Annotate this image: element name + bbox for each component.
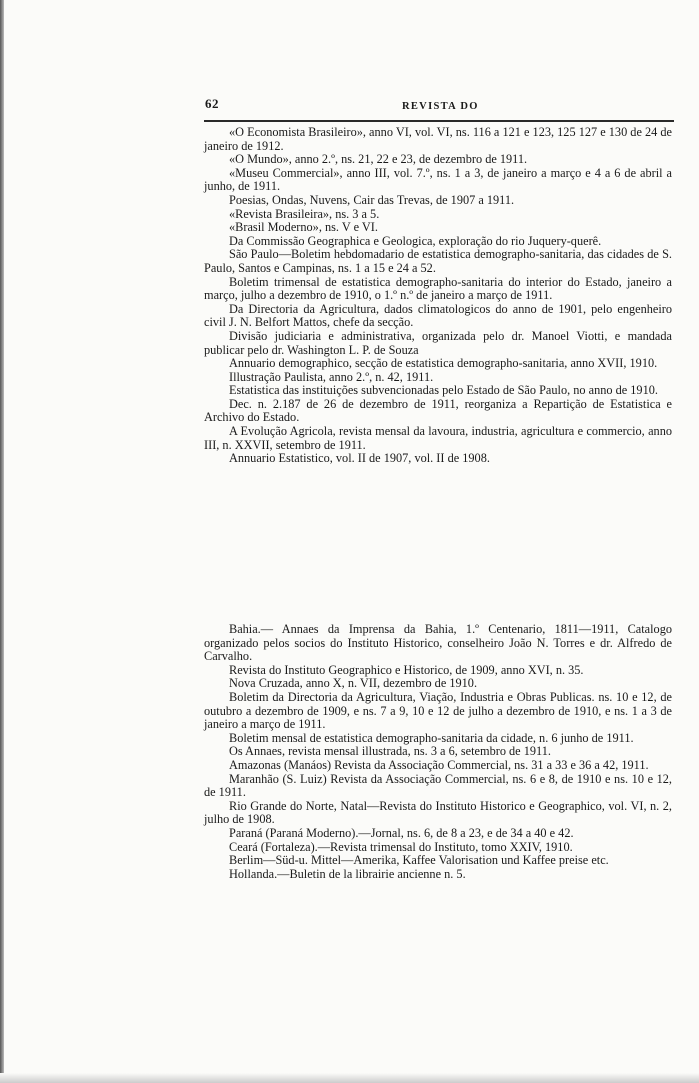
list-item: Amazonas (Manáos) Revista da Associação Commercial, ns. 31 a 33 e 36 a 42, 1911. xyxy=(229,757,649,772)
list-item: Bahia.— Annaes da Imprensa da Bahia, 1.º Centenario, 1811—1911, Catalogo organizado pelos socios do Instituto Historico, conselheiro João N. Torres e dr. Alfredo de Carvalho. xyxy=(204,622,672,664)
list-item: Nova Cruzada, anno X, n. VII, dezembro de 1910. xyxy=(229,676,478,691)
list-item: Revista do Instituto Geographico e Historico, de 1909, anno XVI, n. 35. xyxy=(229,662,584,677)
list-item: Boletim mensal de estatistica demographo-sanitaria da cidade, n. 6 junho de 1911. xyxy=(229,730,634,745)
running-title: REVISTA DO xyxy=(402,101,479,112)
list-item: «Brasil Moderno», ns. V e VI. xyxy=(229,220,378,235)
list-item: «Museu Commercial», anno III, vol. 7.º, ns. 1 a 3, de janeiro a março e 4 a 6 de abril a junho, de 1911. xyxy=(204,165,672,194)
list-item: «Revista Brasileira», ns. 3 a 5. xyxy=(229,206,380,221)
list-item: Dec. n. 2.187 de 26 de dezembro de 1911, reorganiza a Repartição de Estatistica e Archivo do Estado. xyxy=(204,396,672,425)
publication-list-states xyxy=(204,623,672,881)
list-item: Illustração Paulista, anno 2.º, n. 42, 1911. xyxy=(229,369,434,384)
publication-list-sao-paulo xyxy=(204,126,672,466)
list-item: Boletim da Directoria da Agricultura, Viação, Industria e Obras Publicas. ns. 10 e 12, de outubro a dezembro de 1909, e ns. 7 a 9, 10 e 12 de julho a dezembro de 1910, e ns. 1 a 3 de janeiro a março de 1911. xyxy=(204,689,672,732)
list-item: Ceará (Fortaleza).—Revista trimensal do Instituto, tomo XXIV, 1910. xyxy=(229,839,573,854)
list-item: «O Economista Brasileiro», anno VI, vol. VI, ns. 116 a 121 e 123, 125 127 e 130 de 24 de janeiro de 1912. xyxy=(204,125,672,153)
list-item: Da Commissão Geographica e Geologica, exploração do rio Juquery-querê. xyxy=(229,233,602,248)
list-item: Annuario demographico, secção de estatistica demographo-sanitaria, anno XVII, 1910. xyxy=(229,356,658,371)
list-item: Berlim—Süd-u. Mittel—Amerika, Kaffee Valorisation und Kaffee preise etc. xyxy=(229,853,609,868)
list-item: A Evolução Agricola, revista mensal da lavoura, industria, agricultura e commercio, anno III, n. XXVII, setembro de 1911. xyxy=(204,424,672,452)
list-item: Divisão judiciaria e administrativa, organizada pelo dr. Manoel Viotti, e mandada publicar pelo dr. Washington L. P. de Souza xyxy=(204,328,672,357)
list-item: Da Directoria da Agricultura, dados climatologicos do anno de 1901, pelo engenheiro civil J. N. Belfort Mattos, chefe da secção. xyxy=(204,301,672,330)
list-item: Estatistica das instituições subvencionadas pelo Estado de São Paulo, no anno de 1910. xyxy=(229,383,658,398)
page-bottom-shadow xyxy=(0,1073,699,1083)
list-item: Rio Grande do Norte, Natal—Revista do Instituto Historico e Geographico, vol. VI, n. 2, julho de 1908. xyxy=(204,798,672,827)
list-item: São Paulo—Boletim hebdomadario de estatistica demographo-sanitaria, das cidades de S. Paulo, Santos e Campinas, ns. 1 a 15 e 24 a 52. xyxy=(204,247,672,275)
list-item: Annuario Estatistico, vol. II de 1907, vol. II de 1908. xyxy=(229,451,490,466)
list-item: Os Annaes, revista mensal illustrada, ns. 3 a 6, setembro de 1911. xyxy=(229,744,551,759)
header-rule xyxy=(204,120,674,122)
list-item: Maranhão (S. Luiz) Revista da Associação Commercial, ns. 6 e 8, de 1910 e ns. 10 e 12, de 1911. xyxy=(204,771,672,800)
list-item: Poesias, Ondas, Nuvens, Cair das Trevas, de 1907 a 1911. xyxy=(229,192,515,207)
list-item: Boletim trimensal de estatistica demographo-sanitaria do interior do Estado, janeiro a março, julho a dezembro de 1910, o 1.º n.º de janeiro a março de 1911. xyxy=(204,274,672,303)
list-item: Hollanda.—Buletin de la librairie ancienne n. 5. xyxy=(229,866,466,881)
list-item: Paraná (Paraná Moderno).—Jornal, ns. 6, de 8 a 23, e de 34 a 40 e 42. xyxy=(229,825,574,840)
list-item: «O Mundo», anno 2.º, ns. 21, 22 e 23, de dezembro de 1911. xyxy=(229,152,528,167)
page-left-shadow xyxy=(0,0,4,1083)
page-number: 62 xyxy=(205,96,219,111)
